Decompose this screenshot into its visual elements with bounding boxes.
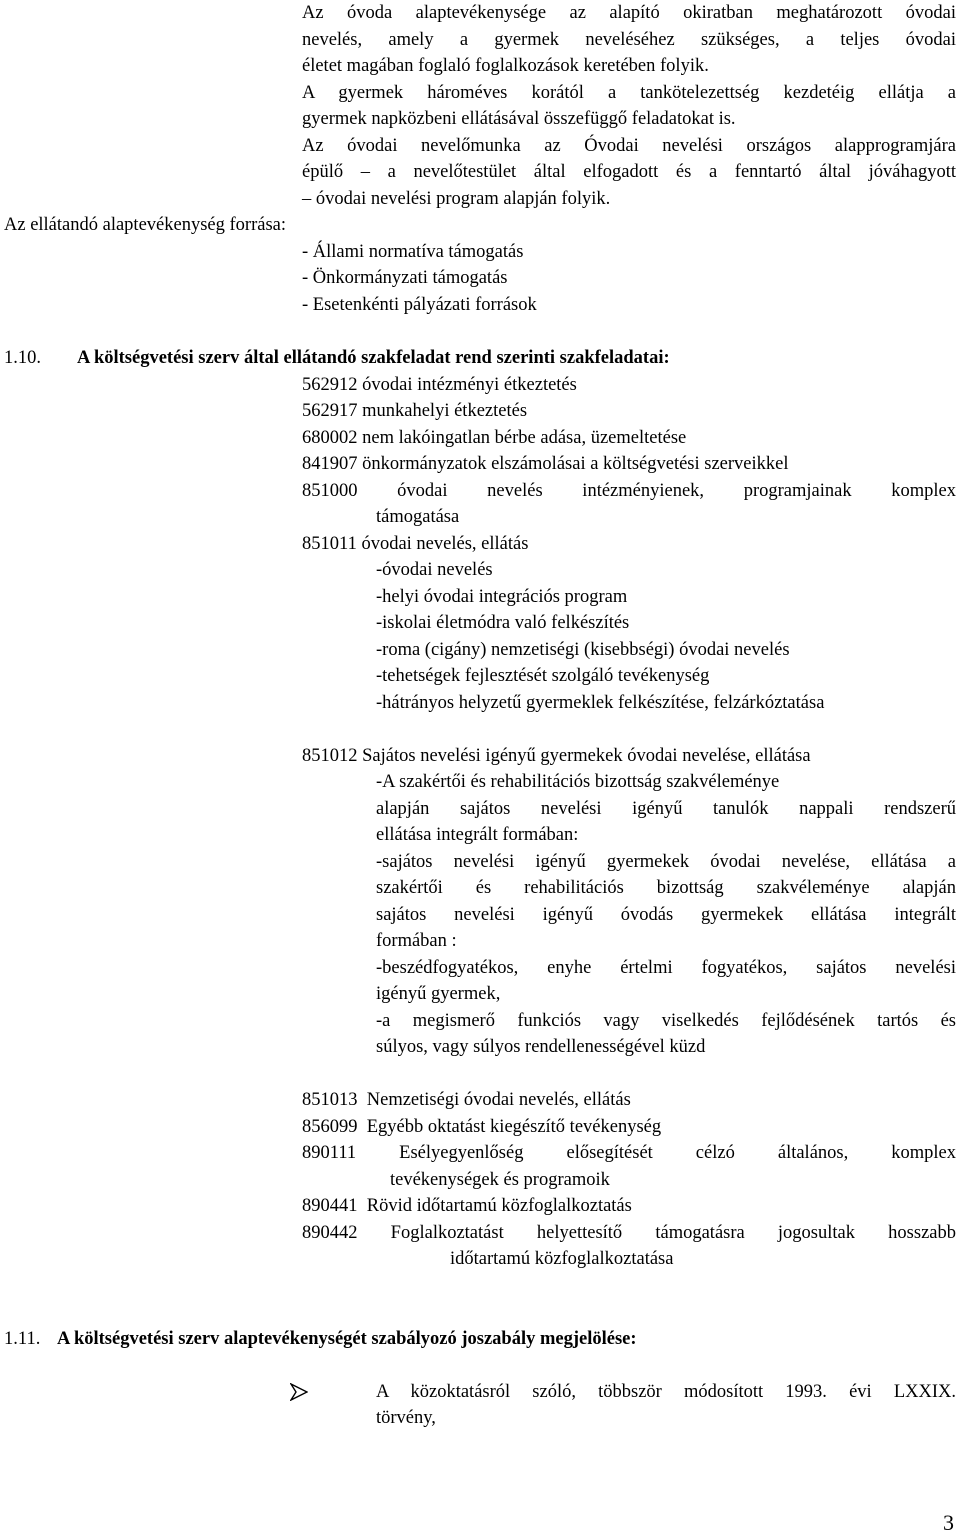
section-title: A költségvetési szerv alaptevékenységét szabályozó joszabály megjelölése: — [57, 1329, 637, 1349]
task-line: -tehetségek fejlesztését szolgáló tevékenység — [376, 666, 710, 686]
intro-line: gyermek napközbeni ellátásával összefüggő feladatokat is. — [302, 109, 736, 129]
bullet-line: A közoktatásról szóló, többször módosított 1993. évi LXXIX. — [376, 1382, 956, 1402]
task-line: alapján sajátos nevelési igényű tanulók nappali rendszerű — [376, 799, 956, 819]
intro-line: nevelés, amely a gyermek neveléséhez szükséges, a teljes óvodai — [302, 30, 956, 50]
section-title: A költségvetési szerv által ellátandó szakfeladat rend szerinti szakfeladatai: — [77, 348, 670, 368]
task-line: támogatása — [376, 507, 460, 527]
task-line: -óvodai nevelés — [376, 560, 493, 580]
task-line: 851011 óvodai nevelés, ellátás — [302, 534, 529, 554]
task-line: -roma (cigány) nemzetiségi (kisebbségi) óvodai nevelés — [376, 640, 790, 660]
task-line: formában : — [376, 931, 457, 951]
task-line: 890442 Foglalkoztatást helyettesítő támogatásra jogosultak hosszabb — [302, 1223, 956, 1243]
task-line: -A szakértői és rehabilitációs bizottság szakvéleménye — [376, 772, 780, 792]
task-line: -iskolai életmódra való felkészítés — [376, 613, 630, 633]
task-line: ellátása integrált formában: — [376, 825, 579, 845]
intro-line: Az óvodai nevelőmunka az Óvodai nevelési országos alapprogramjára — [302, 136, 956, 156]
task-line: 890111 Esélyegyenlőség elősegítését célzó általános, komplex — [302, 1143, 956, 1163]
task-line: szakértői és rehabilitációs bizottság szakvéleménye alapján — [376, 878, 956, 898]
task-line: -a megismerő funkciós vagy viselkedés fejlődésének tartós és — [376, 1011, 956, 1031]
task-line: -beszédfogyatékos, enyhe értelmi fogyatékos, sajátos nevelési — [376, 958, 956, 978]
section-number: 1.11. — [4, 1329, 41, 1349]
intro-line: épülő – a nevelőtestület által elfogadott és a fenntartó által jóváhagyott — [302, 162, 956, 182]
task-line: 890441 Rövid időtartamú közfoglalkoztatás — [302, 1196, 632, 1216]
task-line: igényű gyermek, — [376, 984, 501, 1004]
funding-item: - Állami normatíva támogatás — [302, 242, 524, 262]
task-line: súlyos, vagy súlyos rendellenességével küzd — [376, 1037, 706, 1057]
intro-line: A gyermek hároméves korától a tankötelezettség kezdetéig ellátja a — [302, 83, 956, 103]
task-line: 851012 Sajátos nevelési igényű gyermekek óvodai nevelése, ellátása — [302, 746, 811, 766]
task-line: -sajátos nevelési igényű gyermekek óvodai nevelése, ellátása a — [376, 852, 956, 872]
bullet-line: törvény, — [376, 1408, 436, 1428]
funding-heading: Az ellátandó alaptevékenység forrása: — [4, 215, 286, 235]
intro-line: életet magában foglaló foglalkozások keretében folyik. — [302, 56, 709, 76]
arrowhead-bullet-icon — [290, 1383, 308, 1401]
task-line: időtartamú közfoglalkoztatása — [450, 1249, 674, 1269]
intro-line: – óvodai nevelési program alapján folyik. — [302, 189, 611, 209]
task-line: 851013 Nemzetiségi óvodai nevelés, ellátás — [302, 1090, 631, 1110]
task-line: 851000 óvodai nevelés intézményienek, programjainak komplex — [302, 481, 956, 501]
funding-item: - Esetenkénti pályázati források — [302, 295, 537, 315]
intro-line: Az óvoda alaptevékenysége az alapító okiratban meghatározott óvodai — [302, 3, 956, 23]
task-line: 680002 nem lakóingatlan bérbe adása, üzemeltetése — [302, 428, 687, 448]
task-line: -hátrányos helyzetű gyermeklek felkészítése, felzárkóztatása — [376, 693, 825, 713]
task-line: 841907 önkormányzatok elszámolásai a költségvetési szerveikkel — [302, 454, 789, 474]
task-line: 562917 munkahelyi étkeztetés — [302, 401, 528, 421]
task-line: tevékenységek és programoik — [390, 1170, 610, 1190]
task-line: 856099 Egyébb oktatást kiegészítő tevékenység — [302, 1117, 662, 1137]
task-line: 562912 óvodai intézményi étkeztetés — [302, 375, 577, 395]
section-number: 1.10. — [4, 348, 41, 368]
task-line: -helyi óvodai integrációs program — [376, 587, 628, 607]
task-line: sajátos nevelési igényű óvodás gyermekek ellátása integrált — [376, 905, 956, 925]
page-number: 3 — [943, 1510, 954, 1535]
funding-item: - Önkormányzati támogatás — [302, 268, 508, 288]
